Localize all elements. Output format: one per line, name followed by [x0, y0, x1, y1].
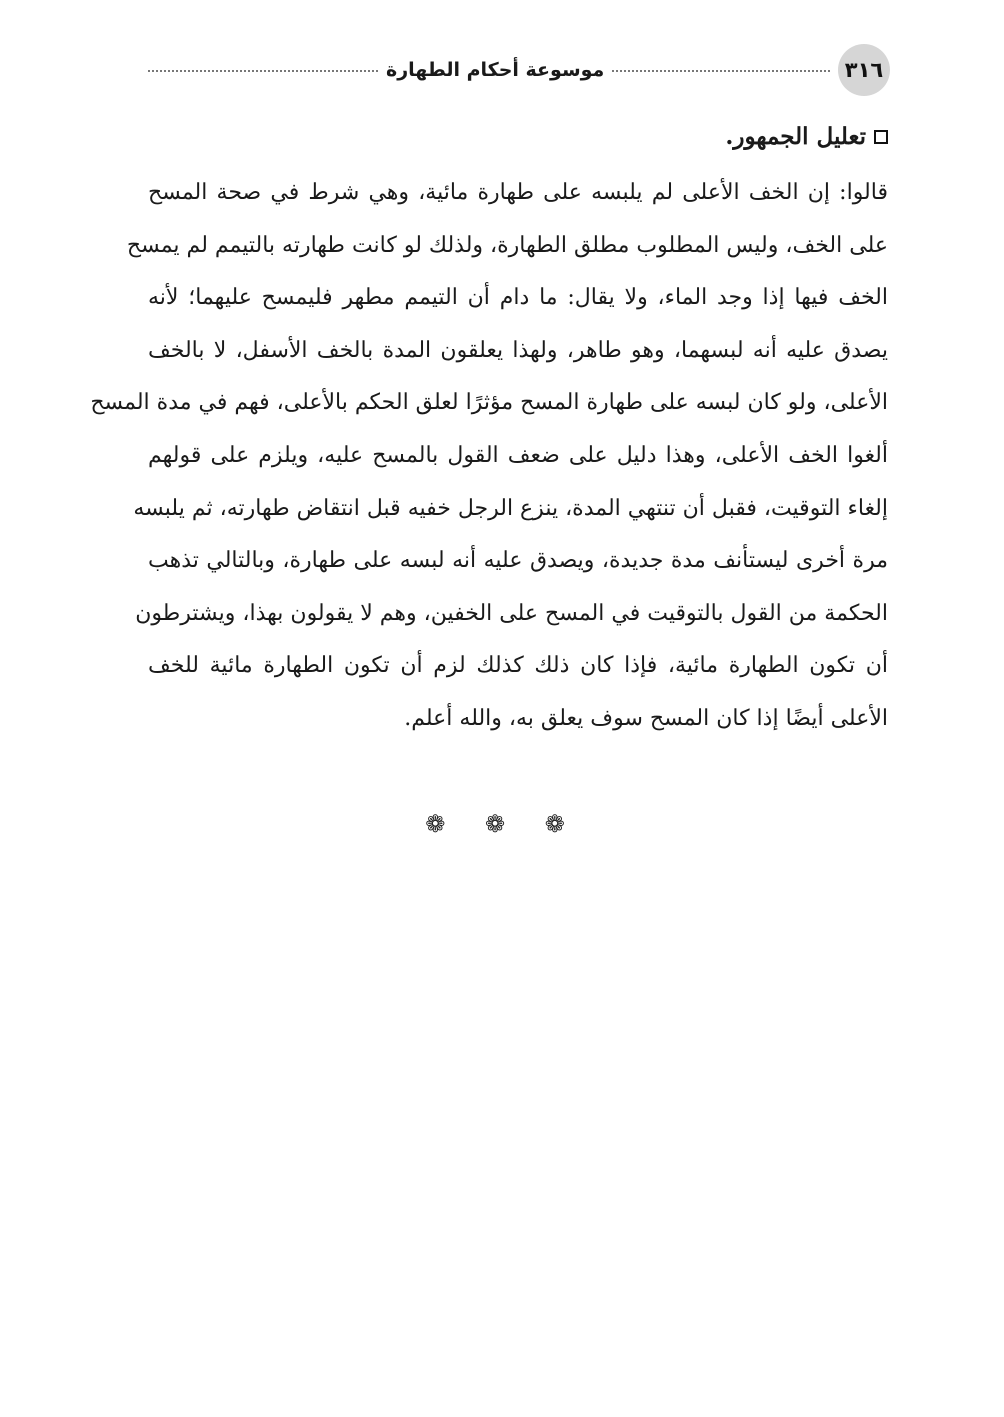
section-end-ornaments [0, 810, 1004, 838]
checkbox-bullet-icon [874, 130, 888, 144]
page-number: ٣١٦ [838, 44, 890, 96]
body-paragraph [90, 167, 888, 746]
page-body [90, 115, 888, 746]
paragraph-line: ألغوا الخف الأعلى، وهذا دليل على ضعف القول بالمسح عليه، ويلزم على قولهم [148, 442, 888, 468]
flower-ornament-icon: ❁ [484, 810, 520, 838]
paragraph-line: يصدق عليه أنه لبسهما، وهو طاهر، ولهذا يعلقون المدة بالخف الأسفل، لا بالخف [148, 337, 888, 363]
section-heading [148, 115, 888, 159]
paragraph-line: الخف فيها إذا وجد الماء، ولا يقال: ما دام أن التيمم مطهر فليمسح عليهما؛ لأنه [148, 285, 888, 311]
paragraph-line: قالوا: إن الخف الأعلى لم يلبسه على طهارة مائية، وهي شرط في صحة المسح [148, 180, 888, 205]
paragraph-line: أن تكون الطهارة مائية، فإذا كان ذلك كذلك لزم أن تكون الطهارة مائية للخف [148, 653, 888, 679]
paragraph-line: مرة أخرى ليستأنف مدة جديدة، ويصدق عليه أنه لبسه على طهارة، وبالتالي تذهب [148, 548, 888, 574]
paragraph-line: على الخف، وليس المطلوب مطلق الطهارة، ولذلك لو كانت طهارته بالتيمم لم يمسح [126, 232, 888, 258]
running-title: موسوعة أحكام الطهارة [378, 56, 612, 84]
paragraph-line: الأعلى، ولو كان لبسه على طهارة المسح مؤثرًا لعلق الحكم بالأعلى، فهم في مدة المسح [90, 390, 888, 416]
paragraph-line: الأعلى أيضًا إذا كان المسح سوف يعلق به، والله أعلم. [404, 705, 888, 731]
flower-ornament-icon: ❁ [544, 810, 579, 838]
flower-ornament-icon: ❁ [425, 810, 460, 838]
page-header [148, 44, 890, 96]
paragraph-line: إلغاء التوقيت، فقبل أن تنتهي المدة، ينزع الرجل خفيه قبل انتقاض طهارته، ثم يلبسه [133, 495, 888, 521]
section-heading-text: تعليل الجمهور. [725, 123, 866, 150]
paragraph-line: الحكمة من القول بالتوقيت في المسح على الخفين، وهم لا يقولون بهذا، ويشترطون [135, 600, 888, 626]
